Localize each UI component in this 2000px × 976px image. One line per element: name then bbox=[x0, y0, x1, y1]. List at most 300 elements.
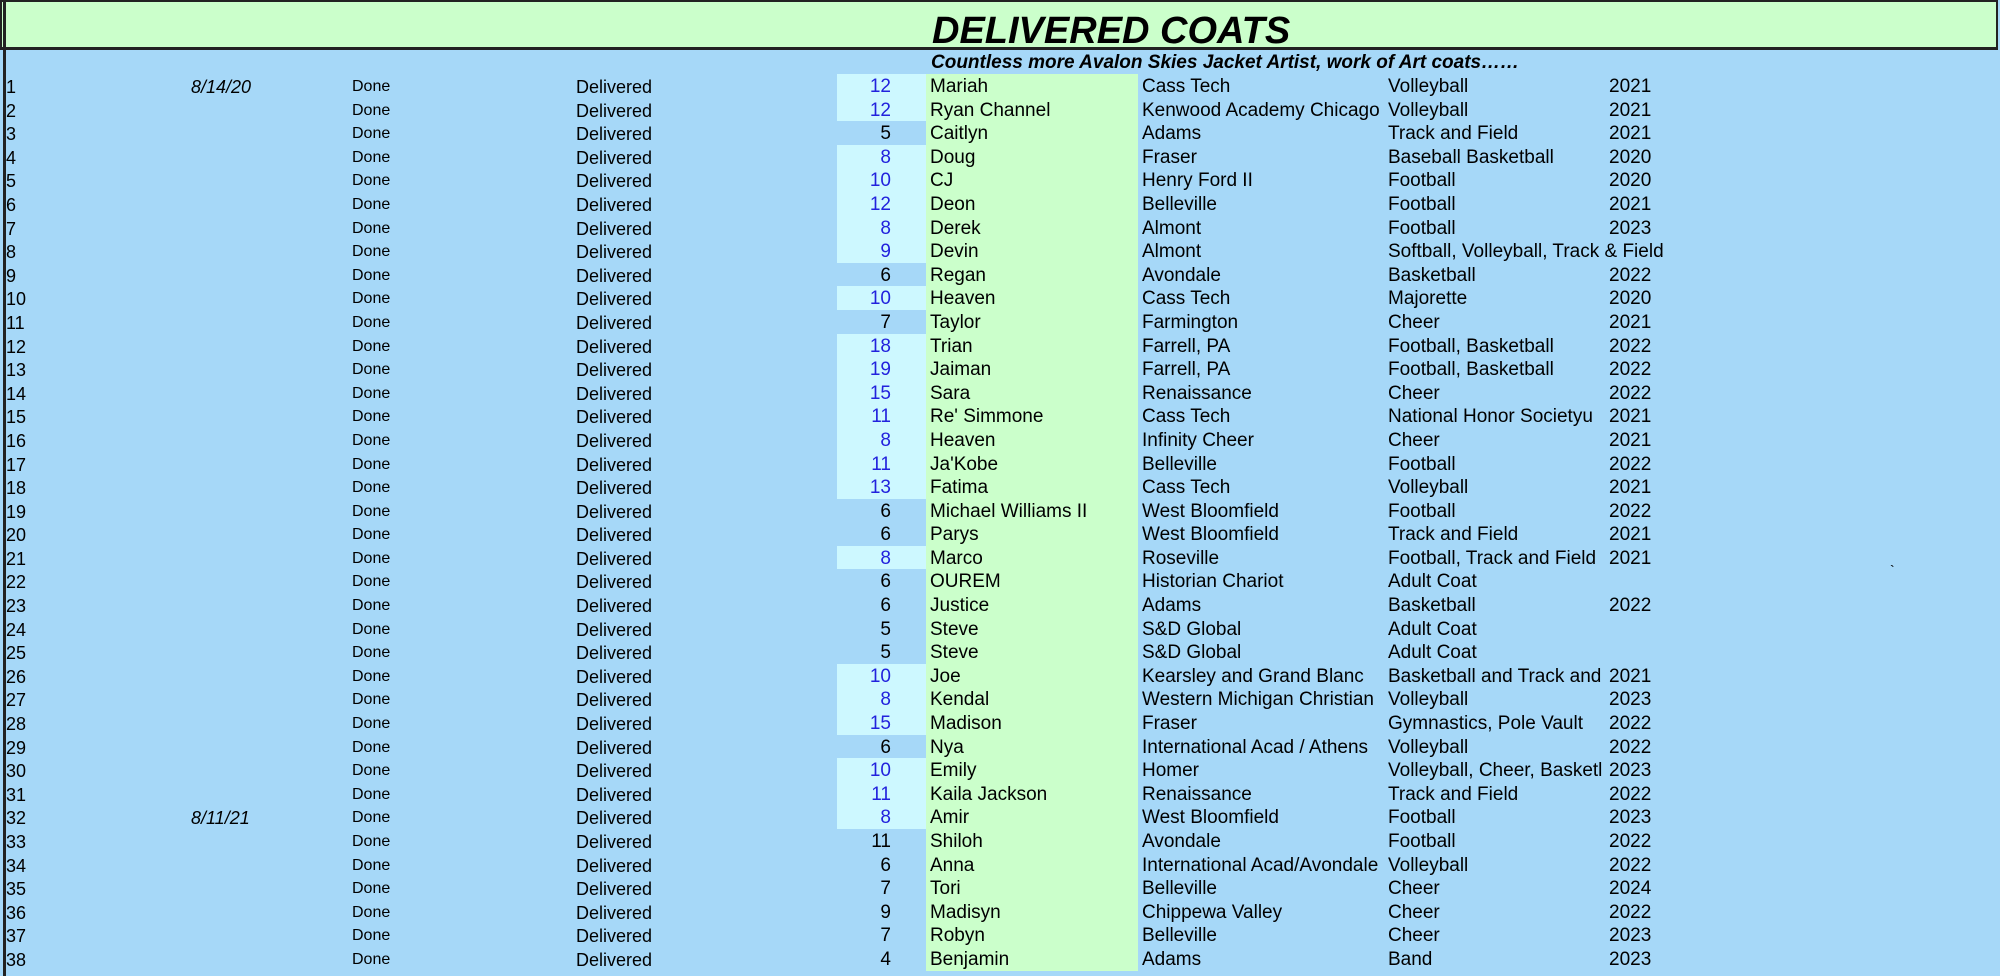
cell-delivery[interactable]: Delivered bbox=[576, 360, 653, 381]
cell-school[interactable]: Farmington bbox=[1142, 311, 1239, 333]
cell-sport[interactable]: Adult Coat bbox=[1388, 571, 1477, 593]
cell-school[interactable]: Chippewa Valley bbox=[1142, 901, 1283, 923]
cell-delivery[interactable]: Delivered bbox=[576, 832, 653, 852]
cell-year[interactable]: 2023 bbox=[1609, 760, 1652, 782]
cell-sport[interactable]: Volleyball bbox=[1388, 854, 1469, 876]
cell-sport[interactable]: Baseball Basketball bbox=[1388, 146, 1554, 168]
cell-sport[interactable]: Football, Basketball bbox=[1388, 335, 1554, 357]
cell-year[interactable]: 2021 bbox=[1609, 406, 1652, 428]
cell-status[interactable]: Done bbox=[352, 833, 391, 850]
cell-school[interactable]: S&D Global bbox=[1142, 642, 1242, 664]
cell-school[interactable]: Cass Tech bbox=[1142, 477, 1231, 499]
cell-name[interactable]: Marco bbox=[926, 546, 1138, 570]
cell-row-number[interactable]: 22 bbox=[6, 572, 27, 593]
cell-sport[interactable]: Track and Field bbox=[1388, 123, 1519, 145]
cell-name[interactable]: Re' Simmone bbox=[926, 404, 1138, 428]
cell-status[interactable]: Done bbox=[352, 502, 391, 520]
cell-name[interactable]: Ja'Kobe bbox=[926, 452, 1138, 476]
cell-sport[interactable]: Football bbox=[1388, 831, 1456, 852]
cell-size[interactable]: 10 bbox=[837, 758, 927, 782]
cell-status[interactable]: Done bbox=[352, 549, 391, 567]
cell-name[interactable]: OUREM bbox=[926, 569, 1138, 593]
cell-size[interactable]: 12 bbox=[837, 192, 927, 216]
cell-name[interactable]: Michael Williams II bbox=[926, 499, 1138, 523]
cell-name[interactable]: Taylor bbox=[926, 310, 1138, 334]
cell-delivery[interactable]: Delivered bbox=[576, 430, 653, 451]
cell-status[interactable]: Done bbox=[352, 809, 391, 827]
cell-year[interactable]: 2022 bbox=[1609, 736, 1652, 758]
cell-status[interactable]: Done bbox=[352, 479, 391, 497]
cell-delivery[interactable]: Delivered bbox=[576, 643, 653, 664]
cell-year[interactable]: 2022 bbox=[1609, 854, 1652, 876]
cell-delivery[interactable]: Delivered bbox=[576, 147, 653, 168]
cell-size[interactable]: 5 bbox=[880, 618, 891, 640]
cell-size[interactable]: 15 bbox=[837, 381, 927, 405]
cell-year[interactable]: 2022 bbox=[1609, 901, 1652, 923]
cell-delivery[interactable]: Delivered bbox=[576, 525, 653, 546]
cell-status[interactable]: Done bbox=[352, 927, 391, 945]
cell-name[interactable]: Ryan Channel bbox=[926, 98, 1138, 122]
cell-school[interactable]: Renaissance bbox=[1142, 382, 1252, 404]
cell-sport[interactable]: National Honor Societyu bbox=[1388, 406, 1593, 428]
stray-mark[interactable]: ` bbox=[1890, 562, 1895, 578]
cell-size[interactable]: 11 bbox=[837, 452, 927, 476]
cell-row-number[interactable]: 6 bbox=[6, 194, 17, 215]
cell-delivery[interactable]: Delivered bbox=[576, 289, 653, 310]
cell-sport[interactable]: Cheer bbox=[1388, 925, 1440, 947]
cell-name[interactable]: CJ bbox=[926, 168, 1138, 192]
cell-row-number[interactable]: 12 bbox=[6, 336, 27, 357]
cell-year[interactable]: 2023 bbox=[1609, 948, 1652, 970]
cell-status[interactable]: Done bbox=[352, 313, 391, 331]
cell-school[interactable]: S&D Global bbox=[1142, 618, 1242, 640]
sheet-subtitle[interactable]: Countless more Avalon Skies Jacket Artist, work of Art coats…… bbox=[931, 52, 1520, 73]
cell-name[interactable]: Robyn bbox=[926, 923, 1138, 947]
cell-date[interactable]: 8/11/21 bbox=[191, 808, 250, 829]
cell-delivery[interactable]: Delivered bbox=[576, 77, 653, 97]
cell-name[interactable]: Justice bbox=[926, 593, 1138, 617]
cell-school[interactable]: Western Michigan Christian bbox=[1142, 689, 1374, 711]
cell-year[interactable]: 2021 bbox=[1609, 76, 1652, 97]
cell-delivery[interactable]: Delivered bbox=[576, 666, 653, 687]
cell-school[interactable]: Renaissance bbox=[1142, 783, 1252, 805]
cell-status[interactable]: Done bbox=[352, 431, 391, 449]
cell-status[interactable]: Done bbox=[352, 738, 391, 756]
cell-name[interactable]: Kendal bbox=[926, 687, 1138, 711]
cell-year[interactable]: 2021 bbox=[1609, 311, 1652, 333]
cell-year[interactable]: 2020 bbox=[1609, 288, 1652, 310]
cell-delivery[interactable]: Delivered bbox=[576, 171, 653, 192]
cell-name[interactable]: Deon bbox=[926, 192, 1138, 216]
cell-delivery[interactable]: Delivered bbox=[576, 879, 653, 900]
cell-row-number[interactable]: 4 bbox=[6, 147, 17, 168]
cell-name[interactable]: Sara bbox=[926, 381, 1138, 405]
cell-status[interactable]: Done bbox=[352, 620, 391, 638]
cell-row-number[interactable]: 5 bbox=[6, 171, 17, 192]
cell-sport[interactable]: Cheer bbox=[1388, 382, 1440, 404]
cell-delivery[interactable]: Delivered bbox=[576, 784, 653, 805]
cell-year[interactable]: 2021 bbox=[1609, 524, 1652, 546]
cell-size[interactable]: 18 bbox=[837, 334, 927, 358]
cell-row-number[interactable]: 32 bbox=[6, 808, 27, 829]
cell-school[interactable]: Infinity Cheer bbox=[1142, 429, 1254, 451]
cell-row-number[interactable]: 34 bbox=[6, 855, 27, 876]
cell-delivery[interactable]: Delivered bbox=[576, 383, 653, 404]
cell-delivery[interactable]: Delivered bbox=[576, 808, 653, 829]
cell-status[interactable]: Done bbox=[352, 266, 391, 284]
cell-name[interactable]: Madison bbox=[926, 711, 1138, 735]
cell-status[interactable]: Done bbox=[352, 903, 391, 921]
cell-row-number[interactable]: 28 bbox=[6, 714, 27, 735]
cell-status[interactable]: Done bbox=[352, 243, 391, 261]
cell-name[interactable]: Caitlyn bbox=[926, 121, 1138, 145]
cell-size[interactable]: 8 bbox=[837, 546, 927, 570]
cell-year[interactable]: 2022 bbox=[1609, 831, 1652, 852]
cell-status[interactable]: Done bbox=[352, 644, 391, 662]
cell-row-number[interactable]: 36 bbox=[6, 902, 27, 923]
cell-delivery[interactable]: Delivered bbox=[576, 478, 653, 499]
cell-size[interactable]: 5 bbox=[880, 123, 891, 145]
cell-row-number[interactable]: 3 bbox=[6, 124, 17, 145]
cell-delivery[interactable]: Delivered bbox=[576, 336, 653, 357]
cell-delivery[interactable]: Delivered bbox=[576, 572, 653, 593]
cell-name[interactable]: Jaiman bbox=[926, 357, 1138, 381]
cell-school[interactable]: Historian Chariot bbox=[1142, 571, 1284, 593]
cell-name[interactable]: Anna bbox=[926, 853, 1138, 877]
cell-size[interactable]: 7 bbox=[880, 925, 891, 947]
cell-delivery[interactable]: Delivered bbox=[576, 218, 653, 239]
cell-status[interactable]: Done bbox=[352, 785, 391, 803]
cell-year[interactable]: 2022 bbox=[1609, 595, 1652, 617]
cell-sport[interactable]: Volleyball bbox=[1388, 689, 1469, 711]
cell-row-number[interactable]: 35 bbox=[6, 879, 27, 900]
cell-status[interactable]: Done bbox=[352, 337, 391, 355]
cell-status[interactable]: Done bbox=[352, 290, 391, 308]
cell-sport[interactable]: Track and Field bbox=[1388, 524, 1519, 546]
cell-row-number[interactable]: 10 bbox=[6, 289, 27, 310]
cell-size[interactable]: 6 bbox=[880, 854, 891, 876]
cell-row-number[interactable]: 24 bbox=[6, 619, 27, 640]
cell-row-number[interactable]: 29 bbox=[6, 737, 27, 758]
cell-row-number[interactable]: 15 bbox=[6, 407, 27, 428]
cell-size[interactable]: 19 bbox=[837, 357, 927, 381]
cell-row-number[interactable]: 21 bbox=[6, 548, 27, 569]
cell-delivery[interactable]: Delivered bbox=[576, 690, 653, 711]
cell-name[interactable]: Kaila Jackson bbox=[926, 782, 1138, 806]
cell-school[interactable]: Fraser bbox=[1142, 146, 1197, 168]
cell-sport[interactable]: Gymnastics, Pole Vault bbox=[1388, 713, 1584, 735]
cell-sport[interactable]: Track and Field bbox=[1388, 783, 1519, 805]
cell-delivery[interactable]: Delivered bbox=[576, 596, 653, 617]
cell-delivery[interactable]: Delivered bbox=[576, 100, 653, 121]
cell-delivery[interactable]: Delivered bbox=[576, 855, 653, 876]
cell-sport[interactable]: Football bbox=[1388, 170, 1456, 192]
cell-name[interactable]: Madisyn bbox=[926, 900, 1138, 924]
cell-delivery[interactable]: Delivered bbox=[576, 242, 653, 263]
cell-school[interactable]: Cass Tech bbox=[1142, 76, 1231, 97]
cell-year[interactable]: 2021 bbox=[1609, 99, 1652, 121]
cell-status[interactable]: Done bbox=[352, 361, 391, 379]
cell-status[interactable]: Done bbox=[352, 597, 391, 615]
cell-name[interactable]: Joe bbox=[926, 664, 1138, 688]
cell-delivery[interactable]: Delivered bbox=[576, 548, 653, 569]
cell-size[interactable]: 10 bbox=[837, 168, 927, 192]
cell-row-number[interactable]: 19 bbox=[6, 501, 27, 522]
cell-year[interactable]: 2023 bbox=[1609, 925, 1652, 947]
cell-name[interactable]: Shiloh bbox=[926, 829, 1138, 853]
cell-size[interactable]: 6 bbox=[880, 264, 891, 286]
cell-status[interactable]: Done bbox=[352, 691, 391, 709]
cell-name[interactable]: Devin bbox=[926, 239, 1138, 263]
cell-status[interactable]: Done bbox=[352, 408, 391, 426]
cell-status[interactable]: Done bbox=[352, 715, 391, 733]
cell-sport[interactable]: Basketball and Track and bbox=[1388, 665, 1602, 687]
cell-size[interactable]: 15 bbox=[837, 711, 927, 735]
cell-year[interactable]: 2020 bbox=[1609, 146, 1652, 168]
cell-name[interactable]: Nya bbox=[926, 735, 1138, 759]
cell-school[interactable]: Belleville bbox=[1142, 925, 1217, 947]
cell-school[interactable]: West Bloomfield bbox=[1142, 500, 1279, 522]
cell-school[interactable]: Avondale bbox=[1142, 831, 1221, 852]
cell-school[interactable]: Fraser bbox=[1142, 713, 1197, 735]
cell-delivery[interactable]: Delivered bbox=[576, 737, 653, 758]
cell-row-number[interactable]: 9 bbox=[6, 265, 17, 286]
cell-delivery[interactable]: Delivered bbox=[576, 714, 653, 735]
cell-row-number[interactable]: 27 bbox=[6, 690, 27, 711]
cell-size[interactable]: 11 bbox=[871, 831, 891, 852]
cell-row-number[interactable]: 8 bbox=[6, 242, 17, 263]
cell-school[interactable]: Farrell, PA bbox=[1142, 335, 1231, 357]
cell-name[interactable]: Heaven bbox=[926, 428, 1138, 452]
cell-size[interactable]: 8 bbox=[837, 216, 927, 240]
cell-name[interactable]: Mariah bbox=[926, 74, 1138, 98]
cell-size[interactable]: 6 bbox=[880, 524, 891, 546]
cell-status[interactable]: Done bbox=[352, 880, 391, 898]
cell-status[interactable]: Done bbox=[352, 856, 391, 874]
cell-name[interactable]: Steve bbox=[926, 617, 1138, 641]
cell-delivery[interactable]: Delivered bbox=[576, 194, 653, 215]
cell-row-number[interactable]: 16 bbox=[6, 430, 27, 451]
cell-school[interactable]: Belleville bbox=[1142, 193, 1217, 215]
cell-name[interactable]: Steve bbox=[926, 640, 1138, 664]
cell-sport[interactable]: Basketball bbox=[1388, 595, 1476, 617]
cell-delivery[interactable]: Delivered bbox=[576, 265, 653, 286]
cell-status[interactable]: Done bbox=[352, 195, 391, 213]
cell-row-number[interactable]: 11 bbox=[6, 312, 25, 333]
cell-sport[interactable]: Adult Coat bbox=[1388, 618, 1477, 640]
cell-size[interactable]: 12 bbox=[837, 98, 927, 122]
cell-name[interactable]: Tori bbox=[926, 876, 1138, 900]
cell-sport[interactable]: Cheer bbox=[1388, 901, 1440, 923]
cell-size[interactable]: 8 bbox=[837, 145, 927, 169]
cell-size[interactable]: 11 bbox=[837, 782, 927, 806]
cell-school[interactable]: West Bloomfield bbox=[1142, 807, 1279, 829]
cell-sport[interactable]: Majorette bbox=[1388, 288, 1468, 310]
cell-name[interactable]: Regan bbox=[926, 263, 1138, 287]
cell-name[interactable]: Fatima bbox=[926, 475, 1138, 499]
cell-size[interactable]: 6 bbox=[880, 736, 891, 758]
cell-sport[interactable]: Football, Basketball bbox=[1388, 359, 1554, 381]
cell-year[interactable]: 2023 bbox=[1609, 217, 1652, 239]
cell-size[interactable]: 4 bbox=[880, 948, 891, 970]
cell-sport[interactable]: Football bbox=[1388, 217, 1456, 239]
cell-year[interactable]: 2021 bbox=[1609, 547, 1652, 569]
cell-name[interactable]: Doug bbox=[926, 145, 1138, 169]
cell-row-number[interactable]: 20 bbox=[6, 525, 27, 546]
cell-status[interactable]: Done bbox=[352, 526, 391, 544]
cell-size[interactable]: 10 bbox=[837, 664, 927, 688]
cell-year[interactable]: 2024 bbox=[1609, 878, 1652, 900]
cell-school[interactable]: Adams bbox=[1142, 948, 1202, 970]
cell-name[interactable]: Benjamin bbox=[926, 947, 1138, 971]
cell-sport[interactable]: Football bbox=[1388, 807, 1456, 829]
cell-size[interactable]: 6 bbox=[880, 500, 891, 522]
cell-sport[interactable]: Cheer bbox=[1388, 878, 1440, 900]
cell-row-number[interactable]: 31 bbox=[6, 784, 27, 805]
cell-sport[interactable]: Football bbox=[1388, 453, 1456, 475]
cell-sport[interactable]: Cheer bbox=[1388, 311, 1440, 333]
cell-sport[interactable]: Football bbox=[1388, 193, 1456, 215]
cell-row-number[interactable]: 17 bbox=[6, 454, 27, 475]
cell-delivery[interactable]: Delivered bbox=[576, 761, 653, 782]
cell-school[interactable]: Avondale bbox=[1142, 264, 1221, 286]
cell-size[interactable]: 11 bbox=[837, 404, 927, 428]
cell-status[interactable]: Done bbox=[352, 667, 391, 685]
cell-school[interactable]: Farrell, PA bbox=[1142, 359, 1231, 381]
cell-year[interactable]: 2022 bbox=[1609, 382, 1652, 404]
cell-school[interactable]: West Bloomfield bbox=[1142, 524, 1279, 546]
cell-year[interactable]: 2022 bbox=[1609, 500, 1652, 522]
cell-row-number[interactable]: 33 bbox=[6, 832, 27, 852]
cell-row-number[interactable]: 23 bbox=[6, 596, 27, 617]
cell-school[interactable]: Roseville bbox=[1142, 547, 1220, 569]
cell-delivery[interactable]: Delivered bbox=[576, 454, 653, 475]
cell-delivery[interactable]: Delivered bbox=[576, 501, 653, 522]
cell-sport[interactable]: Volleyball bbox=[1388, 736, 1469, 758]
cell-delivery[interactable]: Delivered bbox=[576, 312, 653, 333]
cell-year[interactable]: 2021 bbox=[1609, 477, 1652, 499]
cell-sport[interactable]: Volleyball, Cheer, Basketl bbox=[1388, 760, 1603, 782]
cell-size[interactable]: 5 bbox=[880, 642, 891, 664]
cell-sport[interactable]: Volleyball bbox=[1388, 76, 1469, 97]
cell-size[interactable]: 9 bbox=[837, 239, 927, 263]
cell-name[interactable]: Derek bbox=[926, 216, 1138, 240]
cell-sport[interactable]: Softball, Volleyball, Track & Field bbox=[1388, 241, 1664, 263]
cell-sport[interactable]: Band bbox=[1388, 948, 1433, 970]
cell-name[interactable]: Emily bbox=[926, 758, 1138, 782]
cell-sport[interactable]: Football, Track and Field bbox=[1388, 547, 1597, 569]
cell-name[interactable]: Amir bbox=[926, 805, 1138, 829]
cell-row-number[interactable]: 13 bbox=[6, 360, 27, 381]
cell-year[interactable]: 2021 bbox=[1609, 665, 1652, 687]
cell-delivery[interactable]: Delivered bbox=[576, 902, 653, 923]
sheet-title[interactable]: DELIVERED COATS bbox=[932, 10, 1291, 52]
cell-status[interactable]: Done bbox=[352, 101, 391, 119]
cell-year[interactable]: 2022 bbox=[1609, 713, 1652, 735]
cell-school[interactable]: Adams bbox=[1142, 595, 1202, 617]
cell-school[interactable]: Kearsley and Grand Blanc bbox=[1142, 665, 1364, 687]
cell-year[interactable]: 2022 bbox=[1609, 359, 1652, 381]
cell-status[interactable]: Done bbox=[352, 172, 391, 190]
cell-school[interactable]: Belleville bbox=[1142, 453, 1217, 475]
cell-sport[interactable]: Volleyball bbox=[1388, 477, 1469, 499]
cell-delivery[interactable]: Delivered bbox=[576, 124, 653, 145]
cell-row-number[interactable]: 26 bbox=[6, 666, 27, 687]
cell-row-number[interactable]: 30 bbox=[6, 761, 27, 782]
cell-size[interactable]: 13 bbox=[837, 475, 927, 499]
cell-name[interactable]: Heaven bbox=[926, 286, 1138, 310]
cell-date[interactable]: 8/14/20 bbox=[191, 77, 252, 97]
cell-school[interactable]: Belleville bbox=[1142, 878, 1217, 900]
cell-year[interactable]: 2023 bbox=[1609, 689, 1652, 711]
cell-status[interactable]: Done bbox=[352, 219, 391, 237]
cell-row-number[interactable]: 38 bbox=[6, 949, 27, 970]
cell-school[interactable]: Henry Ford II bbox=[1142, 170, 1253, 192]
cell-year[interactable]: 2022 bbox=[1609, 783, 1652, 805]
cell-row-number[interactable]: 25 bbox=[6, 643, 27, 664]
cell-school[interactable]: International Acad/Avondale bbox=[1142, 854, 1379, 876]
cell-year[interactable]: 2022 bbox=[1609, 335, 1652, 357]
cell-year[interactable]: 2023 bbox=[1609, 807, 1652, 829]
cell-size[interactable]: 6 bbox=[880, 571, 891, 593]
cell-size[interactable]: 7 bbox=[880, 311, 891, 333]
cell-school[interactable]: Kenwood Academy Chicago bbox=[1142, 99, 1380, 121]
cell-size[interactable]: 8 bbox=[837, 428, 927, 452]
cell-delivery[interactable]: Delivered bbox=[576, 619, 653, 640]
cell-row-number[interactable]: 37 bbox=[6, 926, 27, 947]
cell-size[interactable]: 8 bbox=[837, 687, 927, 711]
cell-year[interactable]: 2021 bbox=[1609, 123, 1652, 145]
cell-school[interactable]: Homer bbox=[1142, 760, 1200, 782]
cell-row-number[interactable]: 7 bbox=[6, 218, 17, 239]
cell-year[interactable]: 2022 bbox=[1609, 453, 1652, 475]
cell-size[interactable]: 12 bbox=[837, 74, 927, 98]
cell-school[interactable]: International Acad / Athens bbox=[1142, 736, 1369, 758]
cell-name[interactable]: Trian bbox=[926, 334, 1138, 358]
cell-school[interactable]: Adams bbox=[1142, 123, 1202, 145]
cell-delivery[interactable]: Delivered bbox=[576, 949, 653, 970]
cell-row-number[interactable]: 18 bbox=[6, 478, 27, 499]
cell-sport[interactable]: Football bbox=[1388, 500, 1456, 522]
cell-delivery[interactable]: Delivered bbox=[576, 926, 653, 947]
cell-status[interactable]: Done bbox=[352, 455, 391, 473]
cell-year[interactable]: 2021 bbox=[1609, 193, 1652, 215]
cell-year[interactable]: 2021 bbox=[1609, 429, 1652, 451]
cell-status[interactable]: Done bbox=[352, 384, 391, 402]
cell-status[interactable]: Done bbox=[352, 148, 391, 166]
cell-year[interactable]: 2020 bbox=[1609, 170, 1652, 192]
cell-size[interactable]: 6 bbox=[880, 595, 891, 617]
cell-status[interactable]: Done bbox=[352, 78, 391, 95]
cell-school[interactable]: Almont bbox=[1142, 217, 1202, 239]
cell-status[interactable]: Done bbox=[352, 950, 391, 968]
cell-sport[interactable]: Basketball bbox=[1388, 264, 1476, 286]
cell-size[interactable]: 10 bbox=[837, 286, 927, 310]
cell-delivery[interactable]: Delivered bbox=[576, 407, 653, 428]
cell-sport[interactable]: Adult Coat bbox=[1388, 642, 1477, 664]
cell-school[interactable]: Cass Tech bbox=[1142, 288, 1231, 310]
cell-sport[interactable]: Cheer bbox=[1388, 429, 1440, 451]
cell-status[interactable]: Done bbox=[352, 573, 391, 591]
cell-size[interactable]: 8 bbox=[837, 805, 927, 829]
cell-row-number[interactable]: 2 bbox=[6, 100, 17, 121]
cell-size[interactable]: 9 bbox=[880, 901, 891, 923]
cell-school[interactable]: Cass Tech bbox=[1142, 406, 1231, 428]
cell-size[interactable]: 7 bbox=[880, 878, 891, 900]
cell-year[interactable]: 2022 bbox=[1609, 264, 1652, 286]
cell-status[interactable]: Done bbox=[352, 762, 391, 780]
cell-name[interactable]: Parys bbox=[926, 522, 1138, 546]
